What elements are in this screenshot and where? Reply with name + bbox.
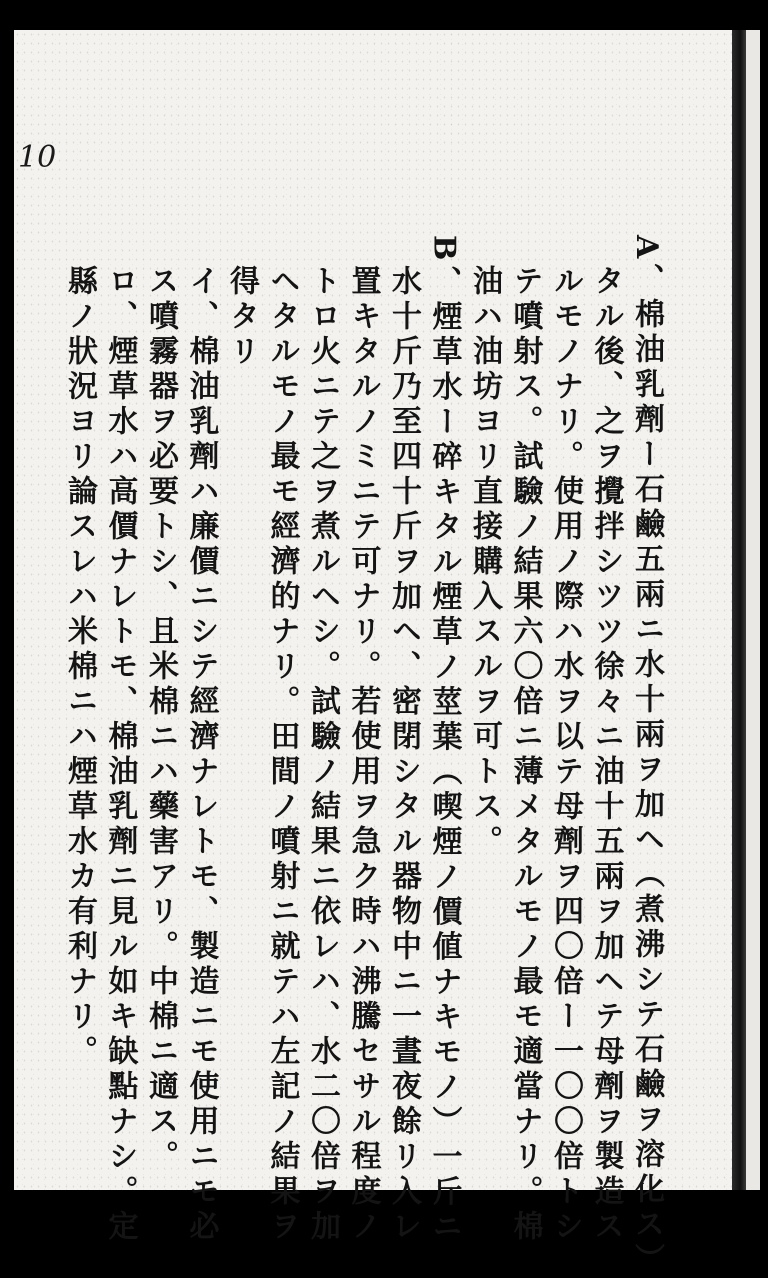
- text-column: 水十斤乃至四十斤ヲ加ヘ、密閉シタル器物中ニ一晝夜餘リ入レ: [386, 265, 421, 1245]
- text-column: ルモノナリ。使用ノ際ハ水ヲ以テ母劑ヲ四〇倍ー一〇〇倍トシ: [548, 265, 583, 1245]
- text-column: ロ、煙草水ハ高價ナレトモ、棉油乳劑ニ見ル如キ缺點ナシ。定: [102, 265, 138, 1245]
- text-column: タル後、之ヲ攪拌シツツ徐々ニ油十五兩ヲ加ヘテ母劑ヲ製造ス: [588, 265, 624, 1245]
- page-edge: [746, 30, 760, 1190]
- page-number: 10: [18, 140, 57, 175]
- text-column: 置キタルノミニテ可ナリ。若使用ヲ急ク時ハ沸騰セサル程度ノ: [345, 265, 381, 1245]
- text-column: ヘタルモノ最モ經濟的ナリ。田間ノ噴射ニ就テハ左記ノ結果ヲ: [264, 265, 300, 1245]
- text-column: B、煙草水ー碎キタル煙草ノ莖葉（喫煙ノ價値ナキモノ）一斤ニ: [426, 235, 462, 1246]
- text-column: テ噴射ス。試驗ノ結果六〇倍ニ薄メタルモノ最モ適當ナリ。棉: [507, 265, 543, 1245]
- text-column: 油ハ油坊ヨリ直接購入スルヲ可トス。: [467, 265, 502, 860]
- book-page: [14, 30, 738, 1278]
- body-text: [59, 235, 667, 1278]
- text-column: トロ火ニテ之ヲ煮ルヘシ。試驗ノ結果ニ依レハ、水二〇倍ヲ加: [305, 265, 340, 1245]
- text-column: ス噴霧器ヲ必要トシ、且米棉ニハ藥害アリ。中棉ニ適ス。: [143, 265, 178, 1175]
- text-column: 得タリ: [224, 265, 259, 370]
- text-column: イ、棉油乳劑ハ廉價ニシテ經濟ナレトモ、製造ニモ使用ニモ必: [183, 265, 219, 1245]
- text-column: A、棉油乳劑ー石鹼五兩ニ水十兩ヲ加ヘ（煮沸シテ石鹼ヲ溶化ス）: [629, 235, 664, 1278]
- text-column: 縣ノ狀況ヨリ論スレハ米棉ニハ煙草水カ有利ナリ。: [62, 265, 97, 1070]
- book-spine: [732, 30, 746, 1190]
